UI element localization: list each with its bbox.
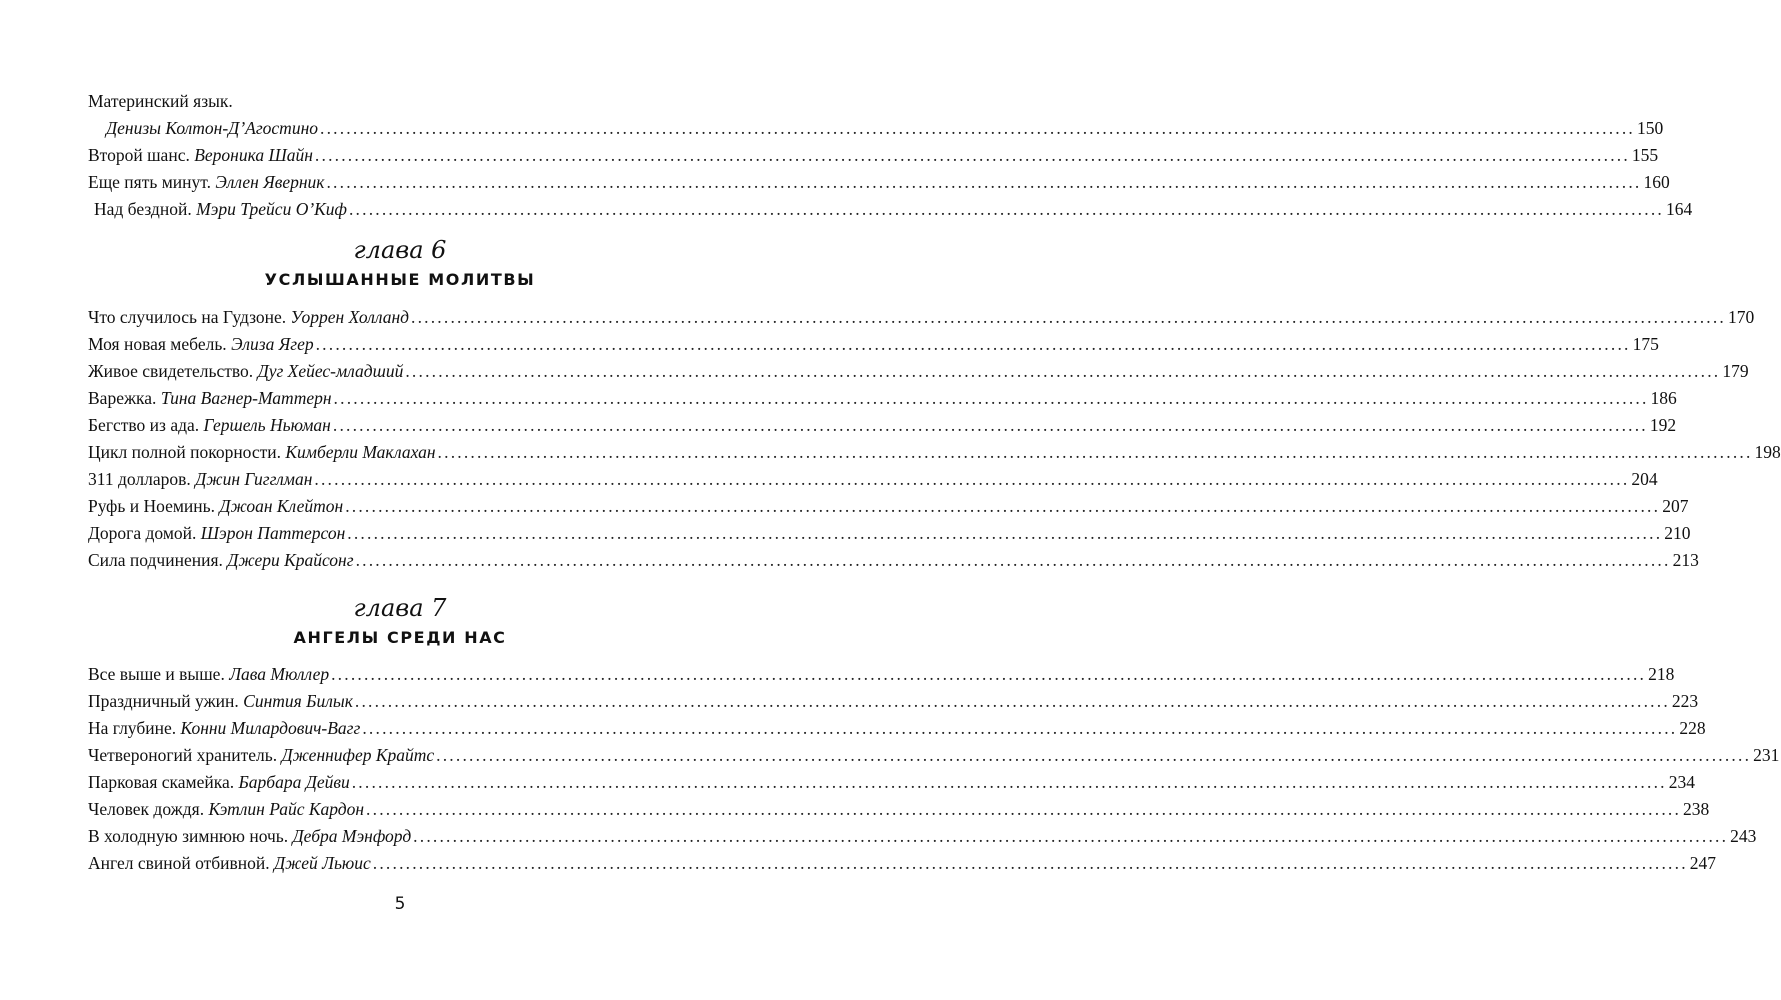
dot-leader: ........................................................................................................................................................................................................ [413, 826, 1729, 846]
toc-entry [88, 331, 1659, 358]
entry-author: Тина Вагнер-Маттерн [160, 388, 332, 408]
entry-author: Джоан Клейтон [219, 496, 344, 516]
entry-title: Второй шанс. [88, 145, 190, 165]
toc-entry [88, 169, 1670, 196]
entry-title: 311 долларов. [88, 469, 191, 489]
entry-title: Живое свидетельство. [88, 361, 254, 381]
toc-entry [88, 466, 1658, 493]
entry-author: Лава Мюллер [229, 664, 330, 684]
entry-title: Бегство из ада. [88, 415, 200, 435]
entry-page: 155 [1631, 145, 1659, 165]
entry-page: 192 [1649, 415, 1677, 435]
entry-page: 247 [1689, 853, 1717, 873]
entry-title: Руфь и Ноеминь. [88, 496, 216, 516]
entry-page: 223 [1671, 691, 1699, 711]
entry-title: Моя новая мебель. [88, 334, 227, 354]
toc-entry [88, 547, 1699, 574]
dot-leader: ........................................................................................................................................................................................................ [372, 853, 1688, 873]
toc-entry [88, 520, 1691, 547]
entry-author: Дебра Мэнфорд [292, 826, 412, 846]
entry-author: Дженнифер Крайтс [281, 745, 435, 765]
entry-page: 231 [1753, 745, 1780, 765]
toc-entry [88, 412, 1677, 439]
entry-author: Конни Милардович-Вагг [180, 718, 361, 738]
dot-leader: ........................................................................................................................................................................................................ [354, 691, 1670, 711]
dot-leader: ........................................................................................................................................................................................................ [314, 145, 1630, 165]
entry-title: На глубине. [88, 718, 177, 738]
dot-leader: ........................................................................................................................................................................................................ [411, 307, 1726, 327]
entry-title: Все выше и выше. [88, 664, 225, 684]
entry-page: 210 [1664, 523, 1691, 543]
toc-entry [88, 304, 1755, 331]
entry-author: Джей Льюис [274, 853, 371, 873]
toc-entry [88, 439, 1781, 466]
entry-title: Парковая скамейка. [88, 772, 235, 792]
entry-author: Джин Гигглман [195, 469, 313, 489]
dot-leader: ........................................................................................................................................................................................................ [331, 664, 1647, 684]
entry-title: Цикл полной покорности. [88, 442, 282, 462]
toc-intro-list [88, 88, 1693, 223]
toc-entry [88, 715, 1706, 742]
entry-author: Джери Крайсонг [227, 550, 354, 570]
entry-page: 164 [1665, 199, 1693, 219]
toc-entry [88, 88, 666, 115]
dot-leader: ........................................................................................................................................................................................................ [362, 718, 1678, 738]
dot-leader: ........................................................................................................................................................................................................ [405, 361, 1721, 381]
chapter-6-title: УСЛЫШАННЫЕ МОЛИТВЫ [264, 270, 536, 289]
entry-title: Дорога домой. [88, 523, 197, 543]
entry-title: Над бездной. [94, 199, 192, 219]
entry-page: 234 [1668, 772, 1695, 792]
dot-leader: ........................................................................................................................................................................................................ [315, 334, 1631, 354]
toc-entry [88, 796, 1710, 823]
toc-entry [88, 493, 1689, 520]
chapter-7-entries [88, 661, 1780, 877]
toc-entry [88, 823, 1757, 850]
dot-leader: ........................................................................................................................................................................................................ [333, 388, 1649, 408]
entry-page: 198 [1754, 442, 1781, 462]
chapter-7-title: АНГЕЛЫ СРЕДИ НАС [293, 628, 507, 647]
toc-entry [88, 196, 1693, 223]
entry-author: Дуг Хейес-младший [257, 361, 404, 381]
entry-page: 207 [1662, 496, 1689, 516]
entry-author: Уоррен Холланд [290, 307, 409, 327]
entry-title: Варежка. [88, 388, 157, 408]
toc-entry [88, 385, 1677, 412]
entry-author: Барбара Дейви [238, 772, 350, 792]
dot-leader: ........................................................................................................................................................................................................ [314, 469, 1630, 489]
entry-page: 204 [1631, 469, 1658, 489]
entry-author: Синтия Билык [243, 691, 353, 711]
entry-author: Элиза Ягер [231, 334, 314, 354]
entry-page: 213 [1672, 550, 1699, 570]
dot-leader: ........................................................................................................................................................................................................ [347, 523, 1663, 543]
toc-entry [88, 688, 1699, 715]
toc-entry [88, 115, 1664, 142]
dot-leader: ........................................................................................................................................................................................................ [366, 799, 1682, 819]
entry-author: Кэтлин Райс Кардон [208, 799, 365, 819]
entry-author: Шэрон Паттерсон [200, 523, 346, 543]
chapter-6-label: глава 6 [353, 236, 447, 264]
dot-leader: ........................................................................................................................................................................................................ [320, 118, 1635, 138]
entry-author: Мэри Трейси О’Киф [196, 199, 347, 219]
toc-entry [88, 358, 1749, 385]
entry-title: Четвероногий хранитель. [88, 745, 278, 765]
entry-title: Материнский язык. [88, 91, 233, 111]
entry-page: 150 [1637, 118, 1664, 138]
entry-author: Гершель Ньюман [203, 415, 331, 435]
entry-page: 160 [1643, 172, 1670, 192]
entry-page: 179 [1722, 361, 1749, 381]
entry-title: Еще пять минут. [88, 172, 211, 192]
entry-author: Денизы Колтон-Д’Агостино [106, 118, 318, 138]
entry-title: В холодную зимнюю ночь. [88, 826, 289, 846]
entry-title: Сила подчинения. [88, 550, 223, 570]
entry-page: 243 [1730, 826, 1757, 846]
entry-title: Что случилось на Гудзоне. [88, 307, 287, 327]
toc-entry [88, 142, 1659, 169]
dot-leader: ........................................................................................................................................................................................................ [332, 415, 1648, 435]
entry-page: 238 [1683, 799, 1710, 819]
entry-author: Эллен Яверник [215, 172, 325, 192]
dot-leader: ........................................................................................................................................................................................................ [436, 745, 1752, 765]
entry-page: 218 [1648, 664, 1675, 684]
dot-leader: ........................................................................................................................................................................................................ [348, 199, 1664, 219]
toc-entry [88, 742, 1780, 769]
entry-page: 170 [1728, 307, 1755, 327]
dot-leader: ........................................................................................................................................................................................................ [326, 172, 1642, 192]
toc-entry [88, 850, 1717, 877]
dot-leader: ........................................................................................................................................................................................................ [345, 496, 1661, 516]
entry-author: Кимберли Маклахан [285, 442, 436, 462]
entry-title: Ангел свиной отбивной. [88, 853, 270, 873]
entry-title: Человек дождя. [88, 799, 205, 819]
dot-leader: ........................................................................................................................................................................................................ [355, 550, 1671, 570]
toc-entry [88, 769, 1695, 796]
entry-title: Праздничный ужин. [88, 691, 239, 711]
chapter-6-entries [88, 304, 1781, 574]
chapter-7-label: глава 7 [353, 594, 447, 622]
entry-page: 186 [1650, 388, 1677, 408]
entry-author: Вероника Шайн [194, 145, 313, 165]
dot-leader: ........................................................................................................................................................................................................ [351, 772, 1667, 792]
entry-page: 228 [1679, 718, 1706, 738]
page-number: 5 [394, 894, 406, 914]
entry-page: 175 [1632, 334, 1659, 354]
dot-leader: ........................................................................................................................................................................................................ [437, 442, 1753, 462]
toc-entry [88, 661, 1675, 688]
